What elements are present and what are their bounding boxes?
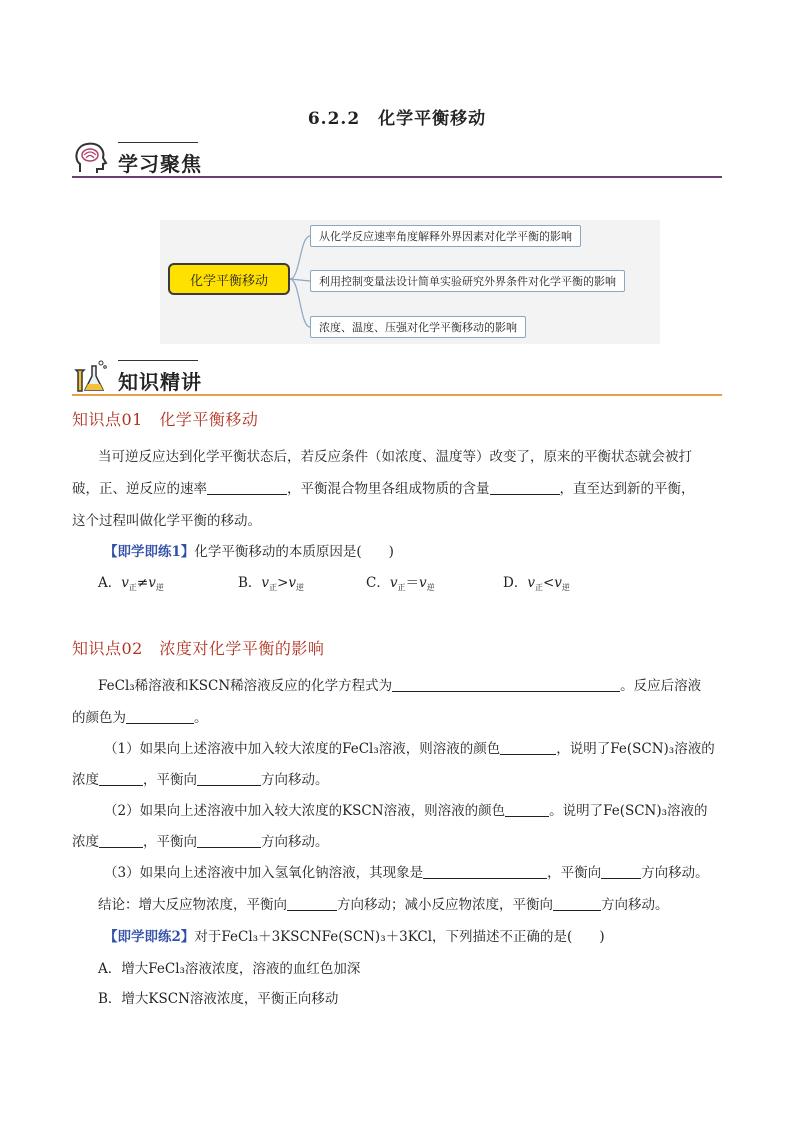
answer-blank[interactable] bbox=[505, 802, 549, 817]
knowledge-banner bbox=[72, 356, 722, 396]
mind-map bbox=[160, 220, 660, 344]
mind-map-center: 化学平衡移动 bbox=[168, 263, 290, 295]
mind-map-node-3: 浓度、温度、压强对化学平衡移动的影响 bbox=[310, 316, 526, 338]
exercise-2-option-b[interactable]: B．增大KSCN溶液浓度，平衡正向移动 bbox=[98, 991, 339, 1007]
exercise-2: 【即学即练2】对于FeCl₃＋3KSCNFe(SCN)₃＋3KCl，下列描述不正确的是( ) bbox=[104, 929, 605, 945]
answer-blank[interactable] bbox=[423, 864, 547, 879]
kp2-intro-1: FeCl₃稀溶液和KSCN稀溶液反应的化学方程式为 。反应后溶液 bbox=[98, 678, 702, 694]
banner-rule bbox=[72, 394, 722, 396]
kp1-line-2: 破，正、逆反应的速率 ，平衡混合物里各组成物质的含量 ，直至达到新的平衡， bbox=[72, 481, 695, 497]
focus-label: 学习聚焦 bbox=[118, 152, 202, 176]
kp1-title: 知识点01 化学平衡移动 bbox=[72, 410, 259, 429]
option-b[interactable]: B．$v_正>v_逆$ bbox=[238, 575, 305, 592]
knowledge-label: 知识精讲 bbox=[118, 370, 202, 394]
option-d[interactable]: D．$v_正<v_逆$ bbox=[503, 575, 570, 592]
mind-map-node-1: 从化学反应速率角度解释外界因素对化学平衡的影响 bbox=[310, 225, 581, 247]
answer-blank[interactable] bbox=[601, 864, 641, 879]
answer-blank[interactable] bbox=[197, 833, 261, 848]
answer-blank[interactable] bbox=[99, 771, 143, 786]
banner-topline bbox=[118, 142, 198, 143]
option-a[interactable]: A．$v_正\ne v_逆$ bbox=[98, 575, 164, 592]
kp2-intro-2: 的颜色为 。 bbox=[72, 710, 208, 726]
exercise-1: 【即学即练1】化学平衡移动的本质原因是( ) bbox=[104, 544, 394, 560]
kp2-q2-line-1: （2）如果向上述溶液中加入较大浓度的KSCN溶液，则溶液的颜色 。说明了Fe(SCN)₃溶液的 bbox=[104, 803, 708, 819]
answer-blank[interactable] bbox=[99, 833, 143, 848]
answer-blank[interactable] bbox=[197, 771, 261, 786]
answer-blank[interactable] bbox=[500, 740, 556, 755]
answer-blank[interactable] bbox=[490, 480, 560, 495]
answer-blank[interactable] bbox=[553, 896, 601, 911]
page-title: 6.2.2 化学平衡移动 bbox=[307, 109, 487, 129]
focus-banner bbox=[72, 138, 722, 178]
option-c[interactable]: C．$v_正=v_逆$ bbox=[366, 575, 435, 592]
banner-rule bbox=[72, 176, 722, 178]
answer-blank[interactable] bbox=[392, 677, 620, 692]
answer-blank[interactable] bbox=[287, 896, 337, 911]
kp2-title: 知识点02 浓度对化学平衡的影响 bbox=[72, 639, 325, 658]
answer-blank[interactable] bbox=[126, 709, 194, 724]
kp2-q3: （3）如果向上述溶液中加入氢氧化钠溶液，其现象是 ，平衡向 方向移动。 bbox=[104, 865, 709, 881]
kp2-q1-line-2: 浓度 ，平衡向 方向移动。 bbox=[72, 772, 329, 788]
kp1-line-3: 这个过程叫做化学平衡的移动。 bbox=[72, 513, 261, 529]
kp1-line-1: 当可逆反应达到化学平衡状态后，若反应条件（如浓度、温度等）改变了，原来的平衡状态就会被打 bbox=[98, 449, 692, 465]
banner-topline bbox=[118, 360, 198, 361]
kp2-conclusion: 结论：增大反应物浓度，平衡向 方向移动；减小反应物浓度，平衡向 方向移动。 bbox=[98, 897, 669, 913]
flask-icon bbox=[72, 358, 110, 394]
kp2-q1-line-1: （1）如果向上述溶液中加入较大浓度的FeCl₃溶液，则溶液的颜色 ，说明了Fe(SCN)₃溶液的 bbox=[104, 741, 715, 757]
answer-blank[interactable] bbox=[207, 480, 287, 495]
brain-head-icon bbox=[72, 140, 110, 176]
exercise-2-option-a[interactable]: A．增大FeCl₃溶液浓度，溶液的血红色加深 bbox=[98, 961, 361, 977]
mind-map-node-2: 利用控制变量法设计简单实验研究外界条件对化学平衡的影响 bbox=[310, 270, 625, 292]
kp2-q2-line-2: 浓度 ，平衡向 方向移动。 bbox=[72, 834, 329, 850]
